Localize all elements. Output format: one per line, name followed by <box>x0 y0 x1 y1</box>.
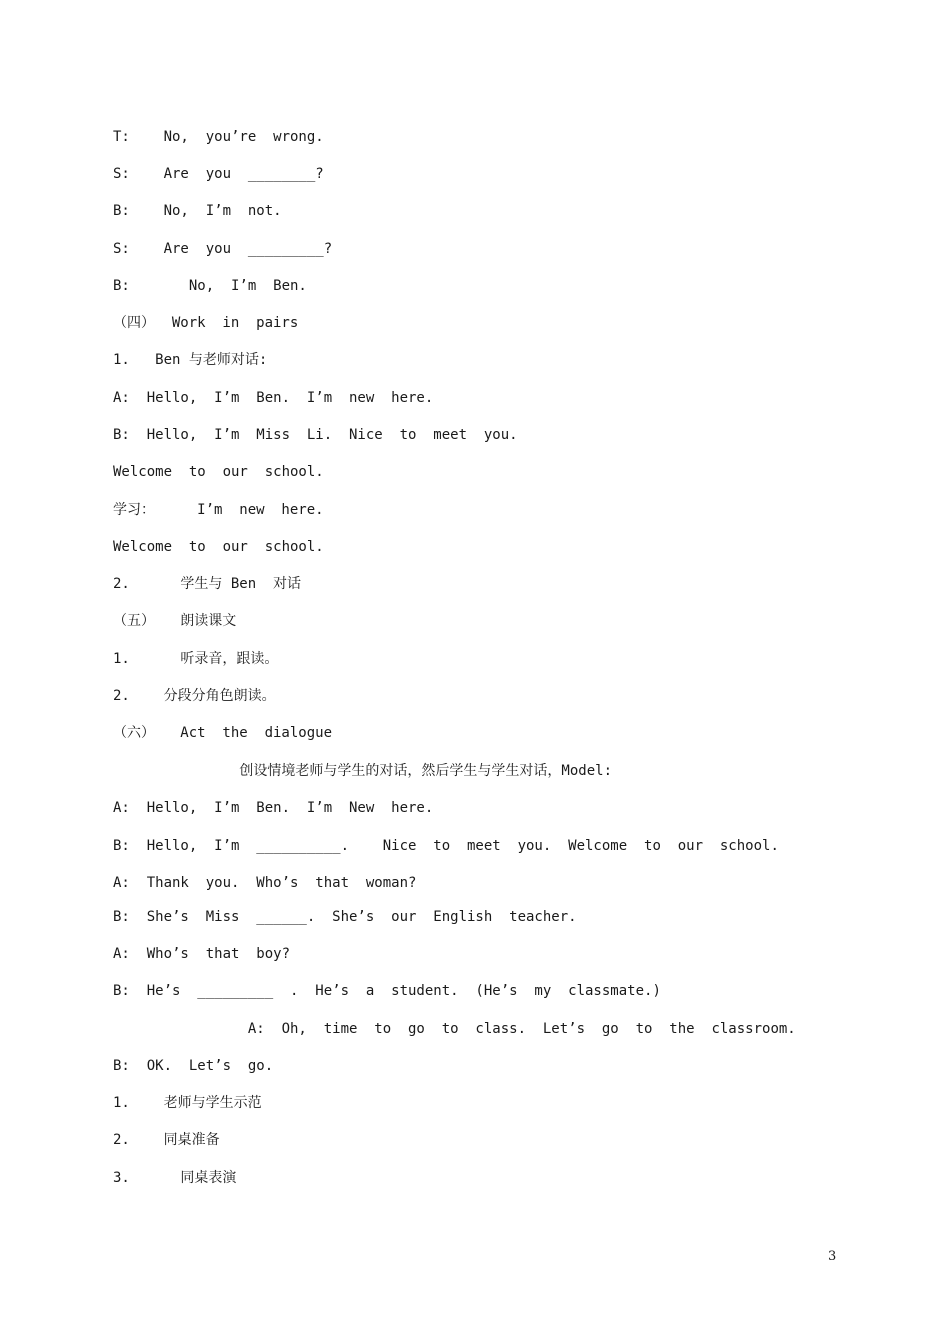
step-item: 1. 老师与学生示范 <box>113 1095 262 1111</box>
dialogue-line: S: Are you _________? <box>113 241 333 257</box>
dialogue-line: A: Oh, time to go to class. Let’s go to the classroom. <box>113 1021 796 1037</box>
dialogue-line: B: Hello, I’m __________. Nice to meet you. Welcome to our school. <box>113 838 779 854</box>
dialogue-line: B: No, I’m not. <box>113 203 282 219</box>
dialogue-line: S: Are you ________? <box>113 166 324 182</box>
dialogue-line: B: He’s _________ . He’s a student. (He’s my classmate.) <box>113 983 661 999</box>
step-item: 2. 分段分角色朗读。 <box>113 688 276 704</box>
step-item: 3. 同桌表演 <box>113 1170 237 1186</box>
study-line: Welcome to our school. <box>113 539 324 555</box>
step-item: 1. Ben 与老师对话: <box>113 352 268 368</box>
dialogue-line: T: No, you’re wrong. <box>113 129 324 145</box>
dialogue-line: A: Thank you. Who’s that woman? <box>113 875 417 891</box>
step-item: 1. 听录音，跟读。 <box>113 651 279 667</box>
section-heading: （六） Act the dialogue <box>113 725 333 741</box>
step-item: 2. 同桌准备 <box>113 1132 220 1148</box>
instruction-line: 创设情境老师与学生的对话，然后学生与学生对话，Model: <box>113 763 613 779</box>
dialogue-line: B: No, I’m Ben. <box>113 278 307 294</box>
dialogue-line: B: Hello, I’m Miss Li. Nice to meet you. <box>113 427 518 443</box>
step-item: 2. 学生与 Ben 对话 <box>113 576 302 592</box>
study-line: 学习： I’m new here. <box>113 502 324 518</box>
section-heading: （五） 朗读课文 <box>113 613 237 629</box>
dialogue-line: A: Hello, I’m Ben. I’m New here. <box>113 800 434 816</box>
dialogue-line: A: Hello, I’m Ben. I’m new here. <box>113 390 434 406</box>
dialogue-line: A: Who’s that boy? <box>113 946 291 962</box>
dialogue-line: B: OK. Let’s go. <box>113 1058 274 1074</box>
dialogue-line: Welcome to our school. <box>113 464 324 480</box>
page-number: 3 <box>828 1249 837 1264</box>
section-heading: （四） Work in pairs <box>113 315 299 331</box>
dialogue-line: B: She’s Miss ______. She’s our English teacher. <box>113 909 577 925</box>
